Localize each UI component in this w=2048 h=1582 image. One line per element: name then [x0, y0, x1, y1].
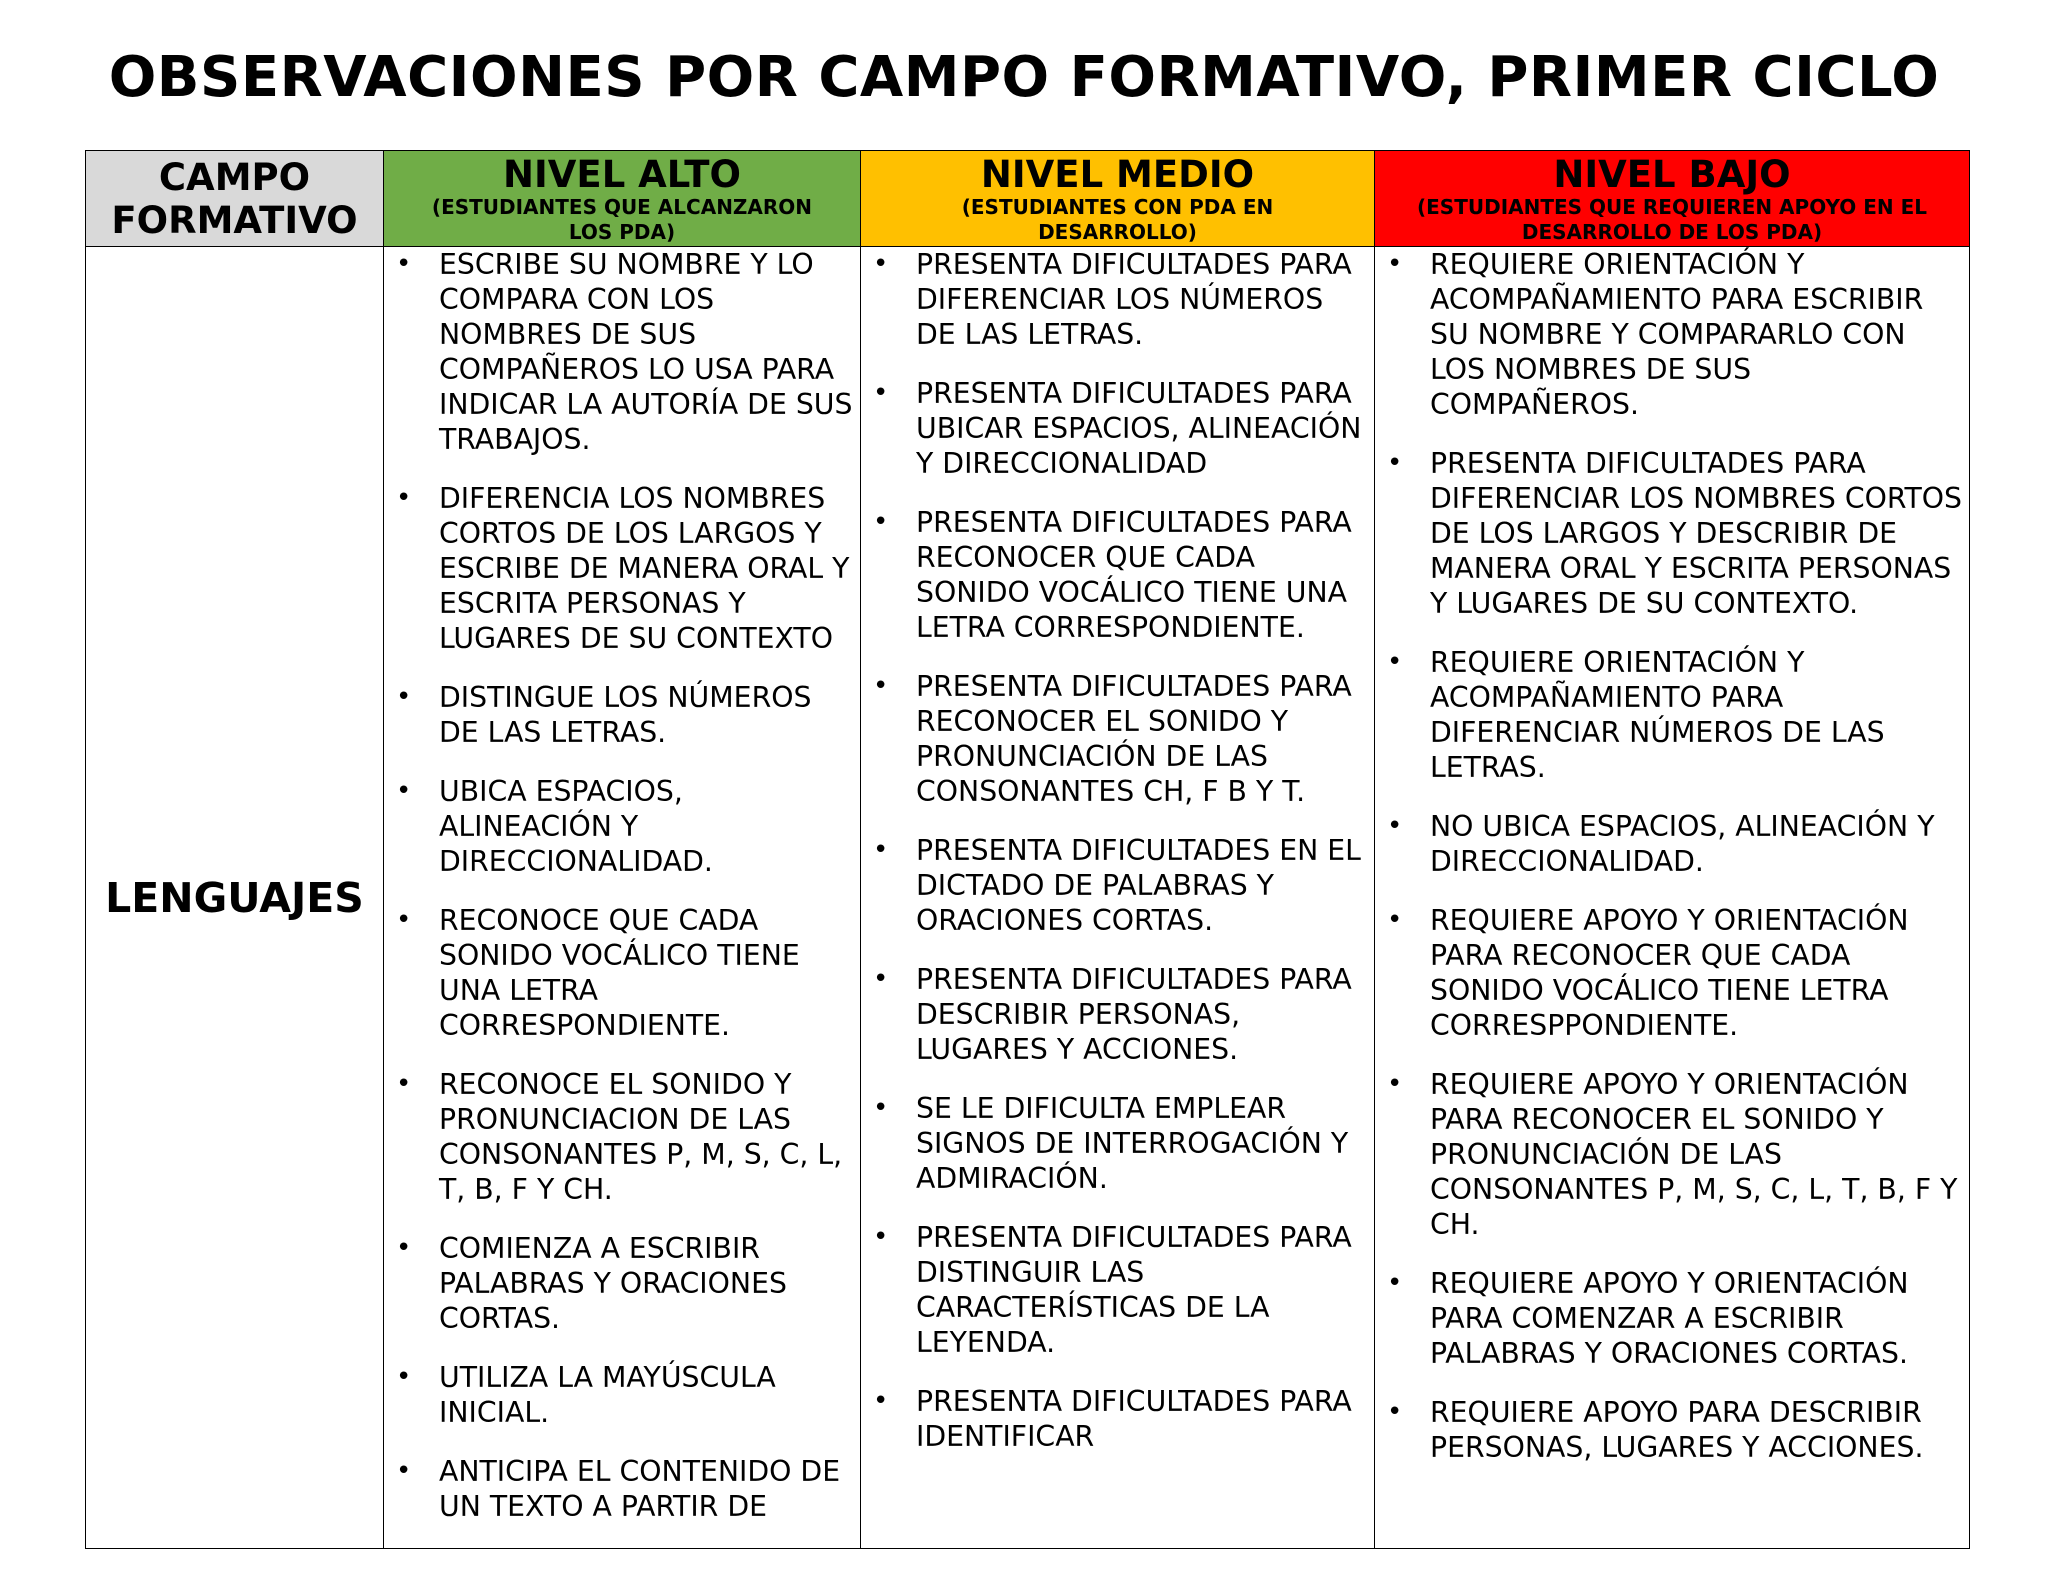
list-item-text: PRESENTA DIFICULTADES EN EL DICTADO DE PALABRAS Y ORACIONES CORTAS.	[916, 834, 1361, 937]
bullet-icon: •	[396, 249, 412, 279]
cell-nivel-bajo	[1375, 247, 1970, 1549]
list-item	[861, 962, 1374, 1067]
bullet-icon: •	[873, 1222, 889, 1252]
bullet-icon: •	[396, 905, 412, 935]
list-item-text: UTILIZA LA MAYÚSCULA INICIAL.	[439, 1361, 776, 1429]
bullet-icon: •	[1387, 1069, 1403, 1099]
list-item	[861, 1384, 1374, 1454]
cell-nivel-medio	[861, 247, 1375, 1549]
list-item-text: RECONOCE EL SONIDO Y PRONUNCIACION DE LAS CONSONANTES P, M, S, C, L, T, B, F Y CH.	[439, 1068, 843, 1206]
bullet-icon: •	[873, 507, 889, 537]
list-item-text: REQUIERE APOYO Y ORIENTACIÓN PARA RECONOCER QUE CADA SONIDO VOCÁLICO TIENE LETRA CORRESPPONDIENTE.	[1430, 904, 1909, 1042]
list-item-text: DISTINGUE LOS NÚMEROS DE LAS LETRAS.	[439, 681, 812, 749]
header-nivel-medio	[861, 151, 1375, 247]
list-item	[861, 1091, 1374, 1196]
bullet-icon: •	[873, 671, 889, 701]
list-item-text: PRESENTA DIFICULTADES PARA IDENTIFICAR	[916, 1385, 1352, 1453]
list-item	[861, 505, 1374, 645]
header-nivel-bajo	[1375, 151, 1970, 247]
bullet-icon: •	[873, 835, 889, 865]
bullet-icon: •	[873, 378, 889, 408]
bullet-icon: •	[396, 1069, 412, 1099]
list-item-text: REQUIERE APOYO PARA DESCRIBIR PERSONAS, LUGARES Y ACCIONES.	[1430, 1396, 1924, 1464]
list-item	[1375, 645, 1969, 785]
list-item	[1375, 1067, 1969, 1242]
header-alto-subtitle: (ESTUDIANTES QUE ALCANZARON LOS PDA)	[431, 194, 813, 244]
lenguajes-row	[86, 247, 1970, 1549]
list-item-text: ANTICIPA EL CONTENIDO DE UN TEXTO A PARTIR DE	[439, 1455, 841, 1523]
bullet-icon: •	[396, 776, 412, 806]
list-item	[861, 247, 1374, 352]
bullet-icon: •	[396, 1233, 412, 1263]
bullet-icon: •	[396, 483, 412, 513]
bullet-icon: •	[1387, 647, 1403, 677]
list-item	[384, 481, 860, 656]
bullet-icon: •	[873, 1093, 889, 1123]
cell-nivel-alto	[384, 247, 861, 1549]
header-row	[86, 151, 1970, 247]
observations-table	[85, 150, 1970, 1549]
campo-lenguajes: LENGUAJES	[86, 247, 384, 1549]
bullet-icon: •	[1387, 448, 1403, 478]
bullet-icon: •	[873, 249, 889, 279]
list-item-text: REQUIERE ORIENTACIÓN Y ACOMPAÑAMIENTO PARA ESCRIBIR SU NOMBRE Y COMPARARLO CON LOS NOMBRES DE SUS COMPAÑEROS.	[1430, 248, 1924, 421]
bullet-icon: •	[1387, 1397, 1403, 1427]
list-item-text: COMIENZA A ESCRIBIR PALABRAS Y ORACIONES CORTAS.	[439, 1232, 787, 1335]
alto-list	[384, 247, 860, 1524]
bullet-icon: •	[1387, 1268, 1403, 1298]
list-item	[384, 903, 860, 1043]
header-bajo-subtitle: (ESTUDIANTES QUE REQUIEREN APOYO EN EL DESARROLLO DE LOS PDA)	[1417, 194, 1927, 244]
medio-list	[861, 247, 1374, 1454]
list-item	[1375, 446, 1969, 621]
list-item	[384, 247, 860, 457]
list-item	[1375, 809, 1969, 879]
bullet-icon: •	[396, 1362, 412, 1392]
list-item	[1375, 247, 1969, 422]
list-item-text: REQUIERE ORIENTACIÓN Y ACOMPAÑAMIENTO PARA DIFERENCIAR NÚMEROS DE LAS LETRAS.	[1430, 646, 1885, 784]
list-item-text: DIFERENCIA LOS NOMBRES CORTOS DE LOS LARGOS Y ESCRIBE DE MANERA ORAL Y ESCRITA PERSONAS Y LUGARES DE SU CONTEXTO	[439, 482, 850, 655]
list-item-text: PRESENTA DIFICULTADES PARA DIFERENCIAR LOS NÚMEROS DE LAS LETRAS.	[916, 248, 1352, 351]
bullet-icon: •	[396, 1456, 412, 1486]
list-item	[384, 1454, 860, 1524]
list-item	[384, 680, 860, 750]
list-item	[384, 1360, 860, 1430]
list-item-text: PRESENTA DIFICULTADES PARA RECONOCER QUE CADA SONIDO VOCÁLICO TIENE UNA LETRA CORRESPONDIENTE.	[916, 506, 1352, 644]
list-item-text: PRESENTA DIFICULTADES PARA UBICAR ESPACIOS, ALINEACIÓN Y DIRECCIONALIDAD	[916, 377, 1362, 480]
list-item-text: PRESENTA DIFICULTADES PARA DESCRIBIR PERSONAS, LUGARES Y ACCIONES.	[916, 963, 1352, 1066]
list-item	[384, 1067, 860, 1207]
list-item-text: REQUIERE APOYO Y ORIENTACIÓN PARA RECONOCER EL SONIDO Y PRONUNCIACIÓN DE LAS CONSONANTES P, M, S, C, L, T, B, F Y CH.	[1430, 1068, 1958, 1241]
list-item-text: UBICA ESPACIOS, ALINEACIÓN Y DIRECCIONALIDAD.	[439, 775, 713, 878]
bullet-icon: •	[873, 964, 889, 994]
list-item-text: RECONOCE QUE CADA SONIDO VOCÁLICO TIENE UNA LETRA CORRESPONDIENTE.	[439, 904, 800, 1042]
list-item	[861, 1220, 1374, 1360]
header-medio-title: NIVEL MEDIO	[980, 152, 1255, 196]
bajo-list	[1375, 247, 1969, 1465]
header-alto-title: NIVEL ALTO	[503, 152, 741, 196]
list-item-text: PRESENTA DIFICULTADES PARA DISTINGUIR LAS CARACTERÍSTICAS DE LA LEYENDA.	[916, 1221, 1352, 1359]
header-bajo-title: NIVEL BAJO	[1553, 152, 1791, 196]
list-item	[1375, 903, 1969, 1043]
list-item-text: ESCRIBE SU NOMBRE Y LO COMPARA CON LOS NOMBRES DE SUS COMPAÑEROS LO USA PARA INDICAR LA AUTORÍA DE SUS TRABAJOS.	[439, 248, 853, 456]
bullet-icon: •	[1387, 811, 1403, 841]
list-item	[861, 669, 1374, 809]
header-medio-subtitle: (ESTUDIANTES CON PDA EN DESARROLLO)	[961, 194, 1274, 244]
header-campo-line2: FORMATIVO	[111, 198, 358, 242]
bullet-icon: •	[1387, 905, 1403, 935]
list-item	[861, 376, 1374, 481]
header-campo-formativo	[86, 151, 384, 247]
list-item-text: PRESENTA DIFICULTADES PARA DIFERENCIAR LOS NOMBRES CORTOS DE LOS LARGOS Y DESCRIBIR DE MANERA ORAL Y ESCRITA PERSONAS Y LUGARES DE SU CONTEXTO.	[1430, 447, 1963, 620]
bullet-icon: •	[396, 682, 412, 712]
list-item	[384, 774, 860, 879]
bullet-icon: •	[1387, 249, 1403, 279]
page-title: OBSERVACIONES POR CAMPO FORMATIVO, PRIMER CICLO	[108, 45, 1940, 110]
list-item	[861, 833, 1374, 938]
header-nivel-alto	[384, 151, 861, 247]
list-item	[1375, 1266, 1969, 1371]
list-item	[384, 1231, 860, 1336]
list-item-text: NO UBICA ESPACIOS, ALINEACIÓN Y DIRECCIONALIDAD.	[1430, 810, 1935, 878]
list-item-text: PRESENTA DIFICULTADES PARA RECONOCER EL SONIDO Y PRONUNCIACIÓN DE LAS CONSONANTES CH, F B Y T.	[916, 670, 1352, 808]
list-item	[1375, 1395, 1969, 1465]
header-campo-line1: CAMPO	[158, 155, 311, 199]
list-item-text: REQUIERE APOYO Y ORIENTACIÓN PARA COMENZAR A ESCRIBIR PALABRAS Y ORACIONES CORTAS.	[1430, 1267, 1909, 1370]
bullet-icon: •	[873, 1386, 889, 1416]
list-item-text: SE LE DIFICULTA EMPLEAR SIGNOS DE INTERROGACIÓN Y ADMIRACIÓN.	[916, 1092, 1349, 1195]
